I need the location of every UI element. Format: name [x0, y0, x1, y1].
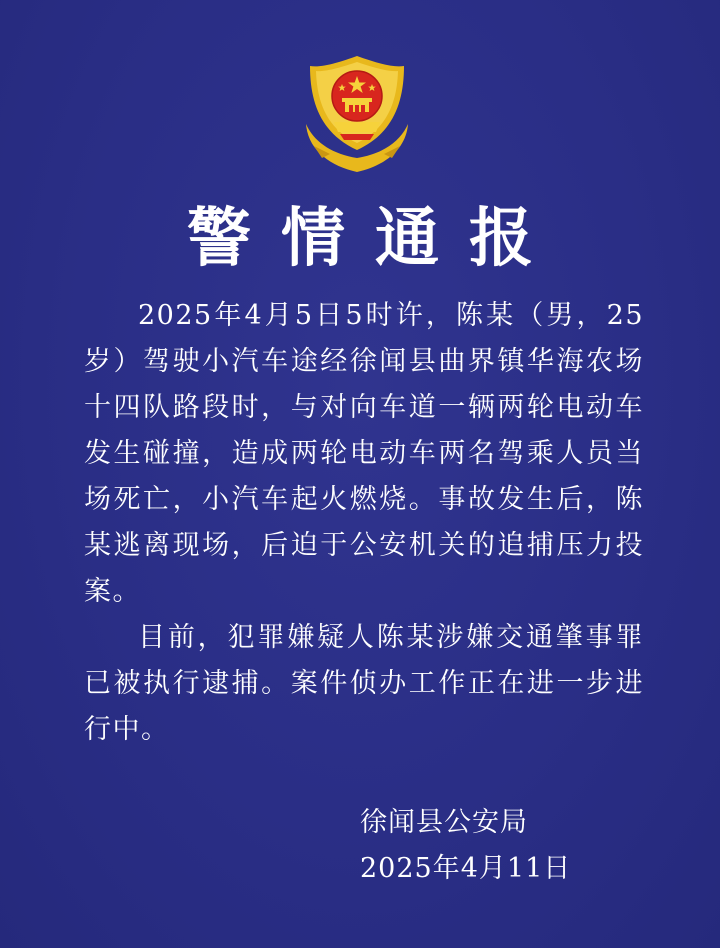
police-emblem-icon: [300, 54, 414, 174]
notice-body: [84, 293, 644, 753]
issuer-name: 徐闻县公安局: [360, 807, 528, 838]
notice-paragraph-2: 目前，犯罪嫌疑人陈某涉嫌交通肇事罪已被执行逮捕。案件侦办工作正在进一步进行中。: [84, 622, 644, 745]
notice-paragraph-1: 2025年4月5日5时许，陈某（男，25岁）驾驶小汽车途经徐闻县曲界镇华海农场十四队路段时，与对向车道一辆两轮电动车发生碰撞，造成两轮电动车两名驾乘人员当场死亡，小汽车起火燃烧。事故发生后，陈某逃离现场，后迫于公安机关的追捕压力投案。: [84, 300, 644, 607]
issue-date: 2025年4月11日: [360, 853, 572, 884]
signature-block: [360, 800, 571, 892]
notice-title: 警情通报: [187, 202, 563, 276]
